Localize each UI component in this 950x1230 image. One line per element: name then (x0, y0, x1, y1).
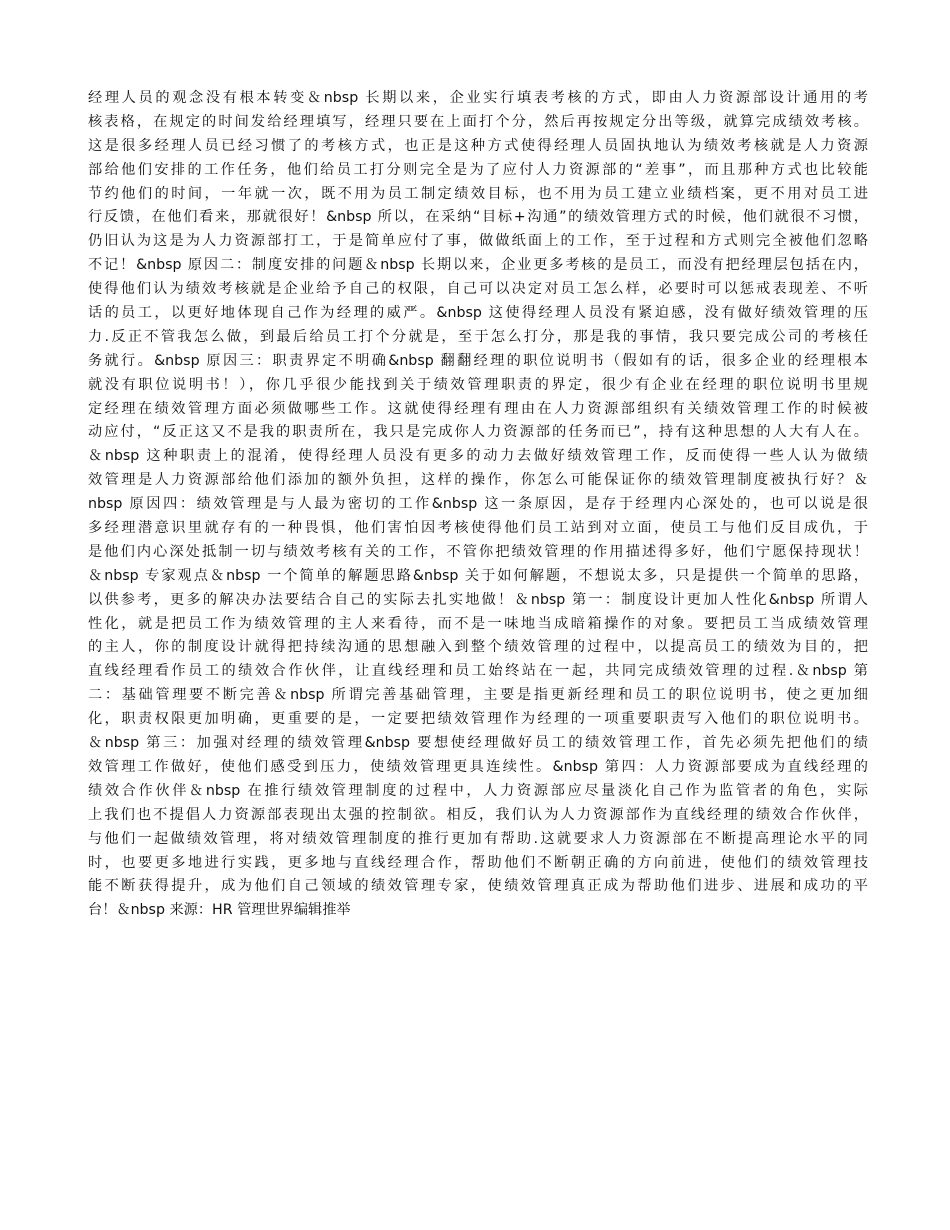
text-line: 动应付，“反正这又不是我的职责所在，我只是完成你人力资源部的任务而已”，持有这种思想的人大有人在。 (88, 424, 868, 441)
text-line: 就没有职位说明书！），你几乎很少能找到关于绩效管理职责的界定，很少有企业在经理的职位说明书里规 (88, 376, 868, 393)
text-line: 力.反正不管我怎么做，到最后给员工打个分就是，至于怎么打分，那是我的事情，我只要完成公司的考核任 (88, 328, 868, 345)
text-line: 部给他们安排的工作任务，他们给员工打分则完全是为了应付人力资源部的“差事”，而且那种方式也比较能 (88, 161, 868, 178)
text-line: nbsp 原因四：绩效管理是与人最为密切的工作&nbsp 这一条原因，是存于经理内心深处的，也可以说是很 (88, 496, 868, 513)
text-line: 多经理潜意识里就存有的一种畏惧，他们害怕因考核使得他们员工站到对立面，使员工与他们反目成仇，于 (88, 520, 868, 537)
text-line: 仍旧认为这是为人力资源部打工，于是简单应付了事，做做纸面上的工作，至于过程和方式则完全被他们忽略 (88, 233, 868, 250)
text-line: 绩效合作伙伴＆nbsp 在推行绩效管理制度的过程中，人力资源部应尽量淡化自己作为监管者的角色，实际 (88, 782, 868, 799)
text-line: ＆nbsp 这种职责上的混淆，使得经理人员没有更多的动力去做好绩效管理工作，反而使得一些人认为做绩 (88, 448, 868, 465)
text-line: 直线经理看作员工的绩效合作伙伴，让直线经理和员工始终站在一起，共同完成绩效管理的过程.＆nbsp 第 (88, 663, 868, 680)
text-line: 话的员工，以更好地体现自己作为经理的威严。&nbsp 这使得经理人员没有紧迫感，没有做好绩效管理的压 (88, 305, 868, 322)
text-line: 能不断获得提升，成为他们自己领域的绩效管理专家，使绩效管理真正成为帮助他们进步、进展和成功的平 (88, 878, 868, 895)
text-line: 时，也要更多地进行实践，更多地与直线经理合作，帮助他们不断朝正确的方向前进，使他们的绩效管理技 (88, 854, 868, 871)
text-line: 使得他们认为绩效考核就是企业给予自己的权限，自己可以决定对员工怎么样，必要时可以惩戒表现差、不听 (88, 281, 868, 298)
text-line: 核表格，在规定的时间发给经理填写，经理只要在上面打个分，然后再按规定分出等级，就算完成绩效考核。 (88, 113, 868, 130)
text-line: 务就行。&nbsp 原因三：职责界定不明确&nbsp 翻翻经理的职位说明书（假如有的话，很多企业的经理根本 (88, 352, 868, 369)
text-line: 化，职责权限更加明确，更重要的是，一定要把绩效管理作为经理的一项重要职责写入他们的职位说明书。 (88, 711, 868, 728)
text-line: 这是很多经理人员已经习惯了的考核方式，也正是这种方式使得经理人员固执地认为绩效考核就是人力资源 (88, 137, 868, 154)
text-line: 以供参考，更多的解决办法要结合自己的实际去扎实地做！＆nbsp 第一：制度设计更加人性化&nbsp 所谓人 (88, 591, 868, 608)
text-line: 台！＆nbsp 来源：HR 管理世界编辑推举 (88, 902, 351, 919)
text-line: ＆nbsp 第三：加强对经理的绩效管理&nbsp 要想使经理做好员工的绩效管理工作，首先必须先把他们的绩 (88, 735, 868, 752)
document-body (88, 87, 868, 923)
text-line: 与他们一起做绩效管理，将对绩效管理制度的推行更加有帮助.这就要求人力资源部在不断提高理论水平的同 (88, 830, 868, 847)
text-line: 经理人员的观念没有根本转变＆nbsp 长期以来，企业实行填表考核的方式，即由人力资源部设计通用的考 (88, 90, 868, 106)
text-line: 是他们内心深处抵制一切与绩效考核有关的工作，不管你把绩效管理的作用描述得多好，他们宁愿保持现状！ (88, 543, 868, 560)
text-line: ＆nbsp 专家观点＆nbsp 一个简单的解题思路&nbsp 关于如何解题，不想说太多，只是提供一个简单的思路， (88, 567, 868, 584)
text-line: 性化，就是把员工作为绩效管理的主人来看待，而不是一味地当成暗箱操作的对象。要把员工当成绩效管理 (88, 615, 868, 632)
text-line: 的主人，你的制度设计就得把持续沟通的思想融入到整个绩效管理的过程中，以提高员工的绩效为目的，把 (88, 639, 868, 656)
text-line: 行反馈，在他们看来，那就很好！&nbsp 所以，在采纳“目标+沟通”的绩效管理方式的时候，他们就很不习惯， (88, 209, 868, 226)
text-line: 上我们也不提倡人力资源部表现出太强的控制欲。相反，我们认为人力资源部作为直线经理的绩效合作伙伴， (88, 806, 868, 823)
text-line: 不记！&nbsp 原因二：制度安排的问题＆nbsp 长期以来，企业更多考核的是员工，而没有把经理层包括在内， (88, 257, 868, 274)
text-line: 定经理在绩效管理方面必须做哪些工作。这就使得经理有理由在人力资源部组织有关绩效管理工作的时候被 (88, 400, 868, 417)
text-line: 二：基础管理要不断完善＆nbsp 所谓完善基础管理，主要是指更新经理和员工的职位说明书，使之更加细 (88, 687, 868, 704)
text-line: 效管理工作做好，使他们感受到压力，使绩效管理更具连续性。&nbsp 第四：人力资源部要成为直线经理的 (88, 758, 868, 775)
text-line: 节约他们的时间，一年就一次，既不用为员工制定绩效目标，也不用为员工建立业绩档案，更不用对员工进 (88, 185, 868, 202)
text-line: 效管理是人力资源部给他们添加的额外负担，这样的操作，你怎么可能保证你的绩效管理制度被执行好？＆ (88, 472, 868, 489)
